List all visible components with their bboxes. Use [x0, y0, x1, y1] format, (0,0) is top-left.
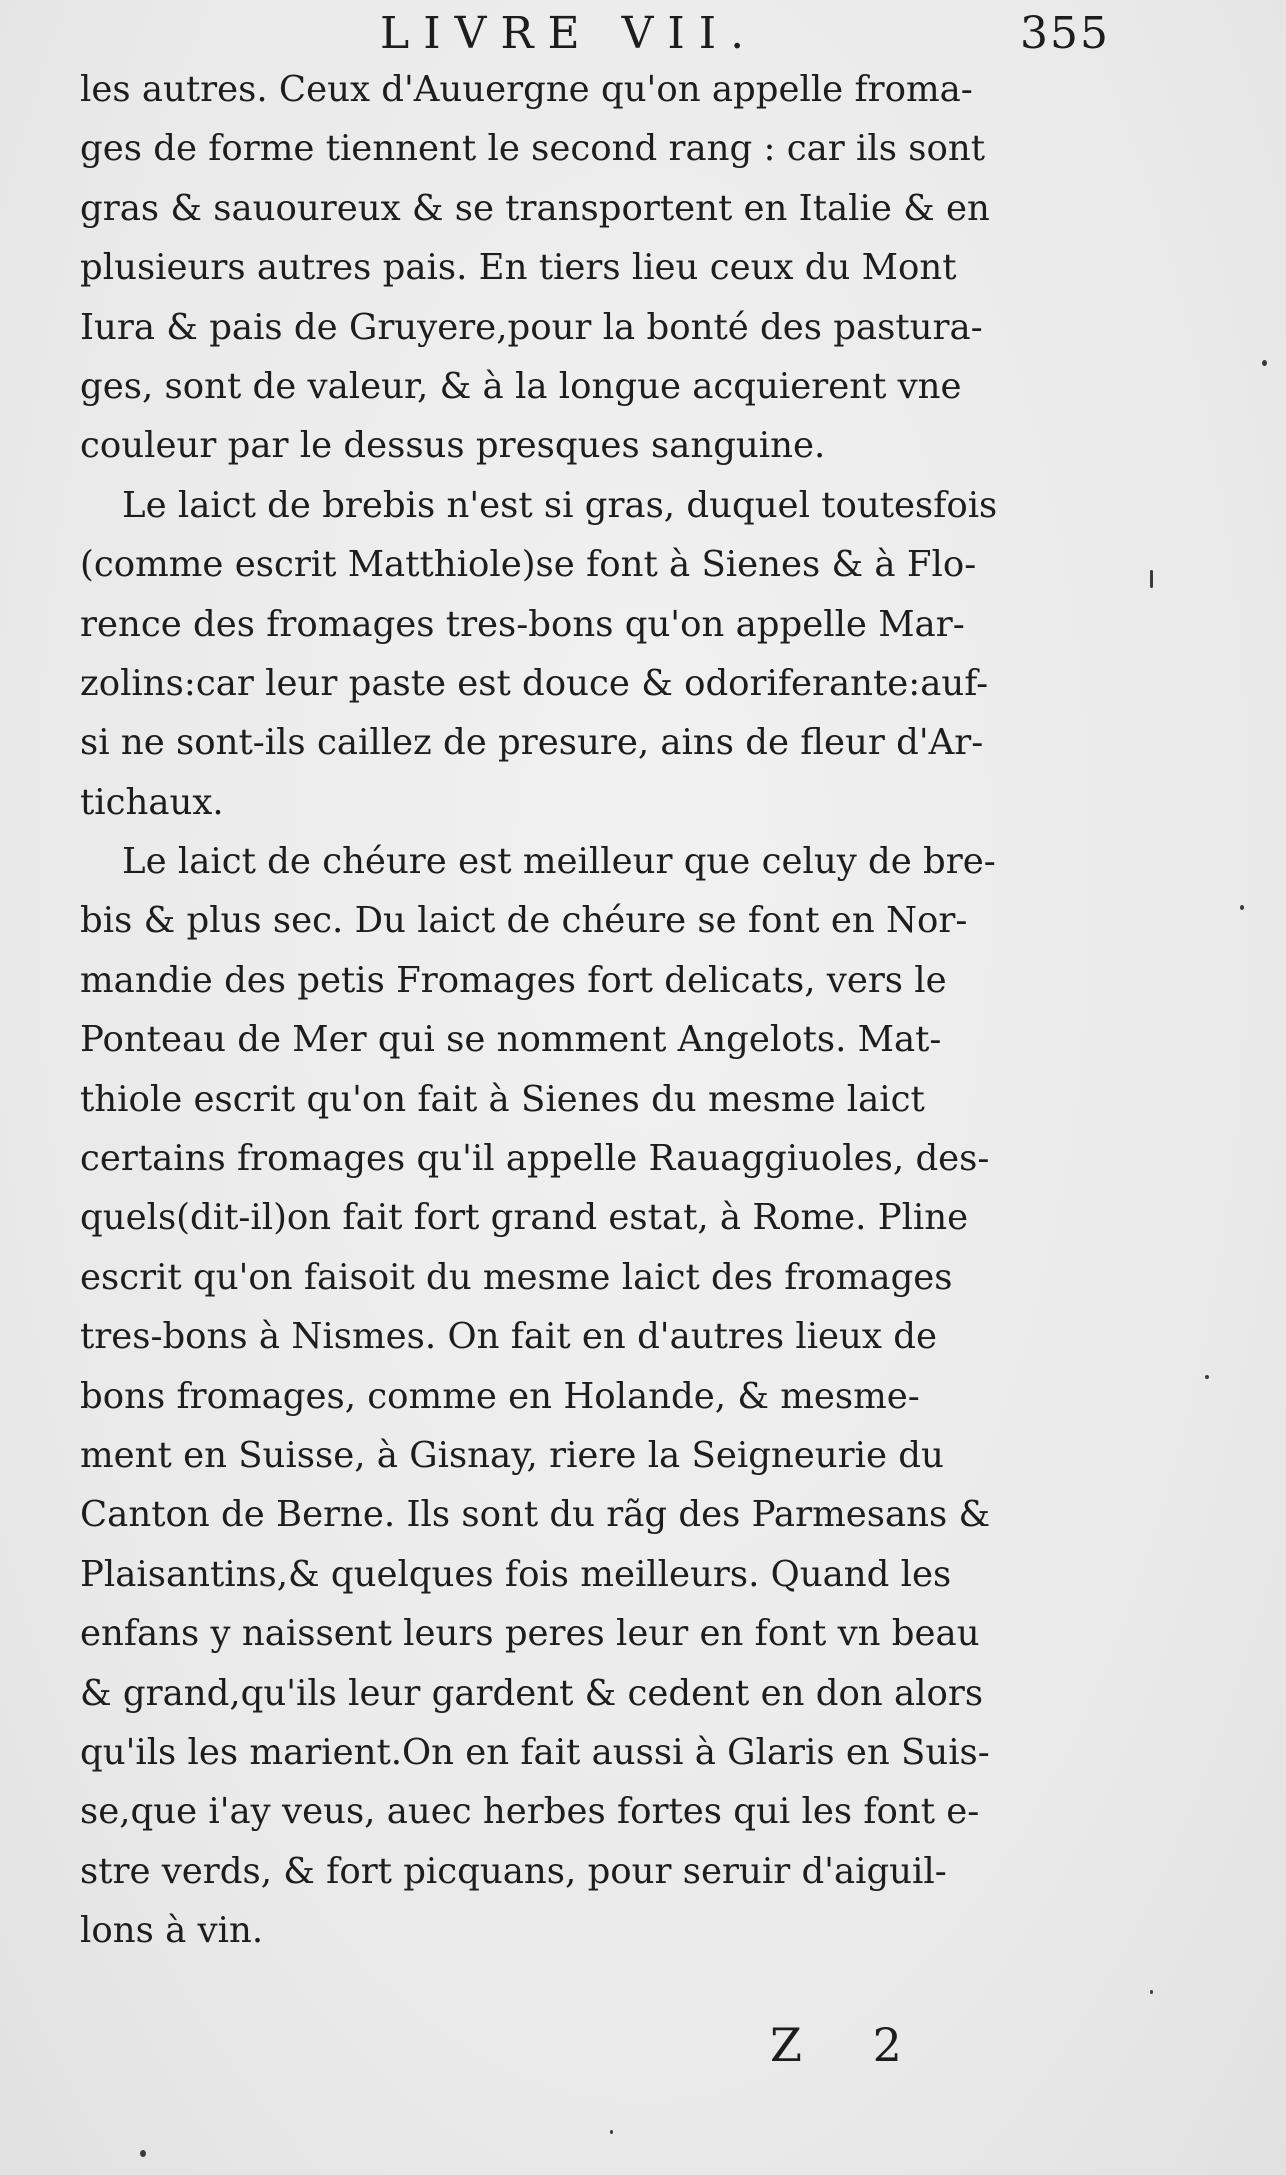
- text-line: ment en Suisse, à Gisnay, riere la Seigneurie du: [80, 1434, 944, 1476]
- ink-speck: [1240, 905, 1244, 910]
- text-line: certains fromages qu'il appelle Rauaggiuoles, des-: [80, 1138, 990, 1180]
- text-line: si ne sont-ils caillez de presure, ains de fleur d'Ar-: [80, 722, 984, 764]
- text-line: enfans y naissent leurs peres leur en font vn beau: [80, 1613, 980, 1655]
- text-line: ges, sont de valeur, & à la longue acquierent vne: [80, 365, 962, 407]
- text-line: stre verds, & fort picquans, pour seruir d'aiguil-: [80, 1850, 947, 1892]
- body-text: [80, 60, 1120, 1961]
- text-line: les autres. Ceux d'Auuergne qu'on appelle froma-: [80, 69, 973, 110]
- page-number: 355: [1020, 8, 1110, 59]
- text-line: Iura & pais de Gruyere,pour la bonté des pastura-: [80, 306, 983, 348]
- text-line: gras & sauoureux & se transportent en Italie & en: [80, 187, 990, 229]
- ink-speck: [1150, 570, 1153, 588]
- text-line: lons à vin.: [80, 1910, 264, 1952]
- text-line: Canton de Berne. Ils sont du rãg des Parmesans &: [80, 1494, 991, 1536]
- text-line: couleur par le dessus presques sanguine.: [80, 425, 826, 467]
- text-line: Plaisantins,& quelques fois meilleurs. Quand les: [80, 1553, 952, 1595]
- text-line: Ponteau de Mer qui se nomment Angelots. Mat-: [80, 1019, 942, 1061]
- paragraph-1: [80, 60, 1120, 476]
- paragraph-3: [80, 832, 1120, 1960]
- text-line: quels(dit-il)on fait fort grand estat, à Rome. Pline: [80, 1197, 969, 1239]
- text-line: tres-bons à Nismes. On fait en d'autres lieux de: [80, 1316, 937, 1358]
- text-line: se,que i'ay veus, auec herbes fortes qui les font e-: [80, 1791, 980, 1833]
- text-line: thiole escrit qu'on fait à Sienes du mesme laict: [80, 1078, 925, 1120]
- text-line: & grand,qu'ils leur gardent & cedent en don alors: [80, 1672, 984, 1714]
- text-line: qu'ils les marient.On en fait aussi à Glaris en Suis-: [80, 1731, 990, 1773]
- running-head: LIVRE VII.: [380, 8, 759, 59]
- text-line: Le laict de chéure est meilleur que celuy de bre-: [122, 841, 996, 883]
- text-line: zolins:car leur paste est douce & odoriferante:auf-: [80, 662, 989, 704]
- ink-speck: [1205, 1375, 1209, 1379]
- signature-mark: Z 2: [770, 2018, 930, 2072]
- text-line: bons fromages, comme en Holande, & mesme-: [80, 1375, 920, 1417]
- text-line: (comme escrit Matthiole)se font à Sienes & à Flo-: [80, 544, 977, 586]
- text-line: bis & plus sec. Du laict de chéure se font en Nor-: [80, 900, 968, 942]
- text-line: plusieurs autres pais. En tiers lieu ceux du Mont: [80, 247, 957, 289]
- paragraph-2: [80, 476, 1120, 832]
- text-line: mandie des petis Fromages fort delicats, vers le: [80, 959, 947, 1001]
- text-line: tichaux.: [80, 781, 224, 823]
- text-line: ges de forme tiennent le second rang : car ils sont: [80, 128, 985, 170]
- ink-speck: [610, 2130, 613, 2134]
- ink-speck: [1150, 1990, 1153, 1994]
- text-line: escrit qu'on faisoit du mesme laict des fromages: [80, 1256, 953, 1298]
- ink-speck: [140, 2150, 146, 2157]
- ink-speck: [1262, 360, 1267, 366]
- text-line: rence des fromages tres-bons qu'on appelle Mar-: [80, 603, 965, 645]
- page-header: [0, 4, 1286, 64]
- text-line: Le laict de brebis n'est si gras, duquel toutesfois: [122, 484, 998, 526]
